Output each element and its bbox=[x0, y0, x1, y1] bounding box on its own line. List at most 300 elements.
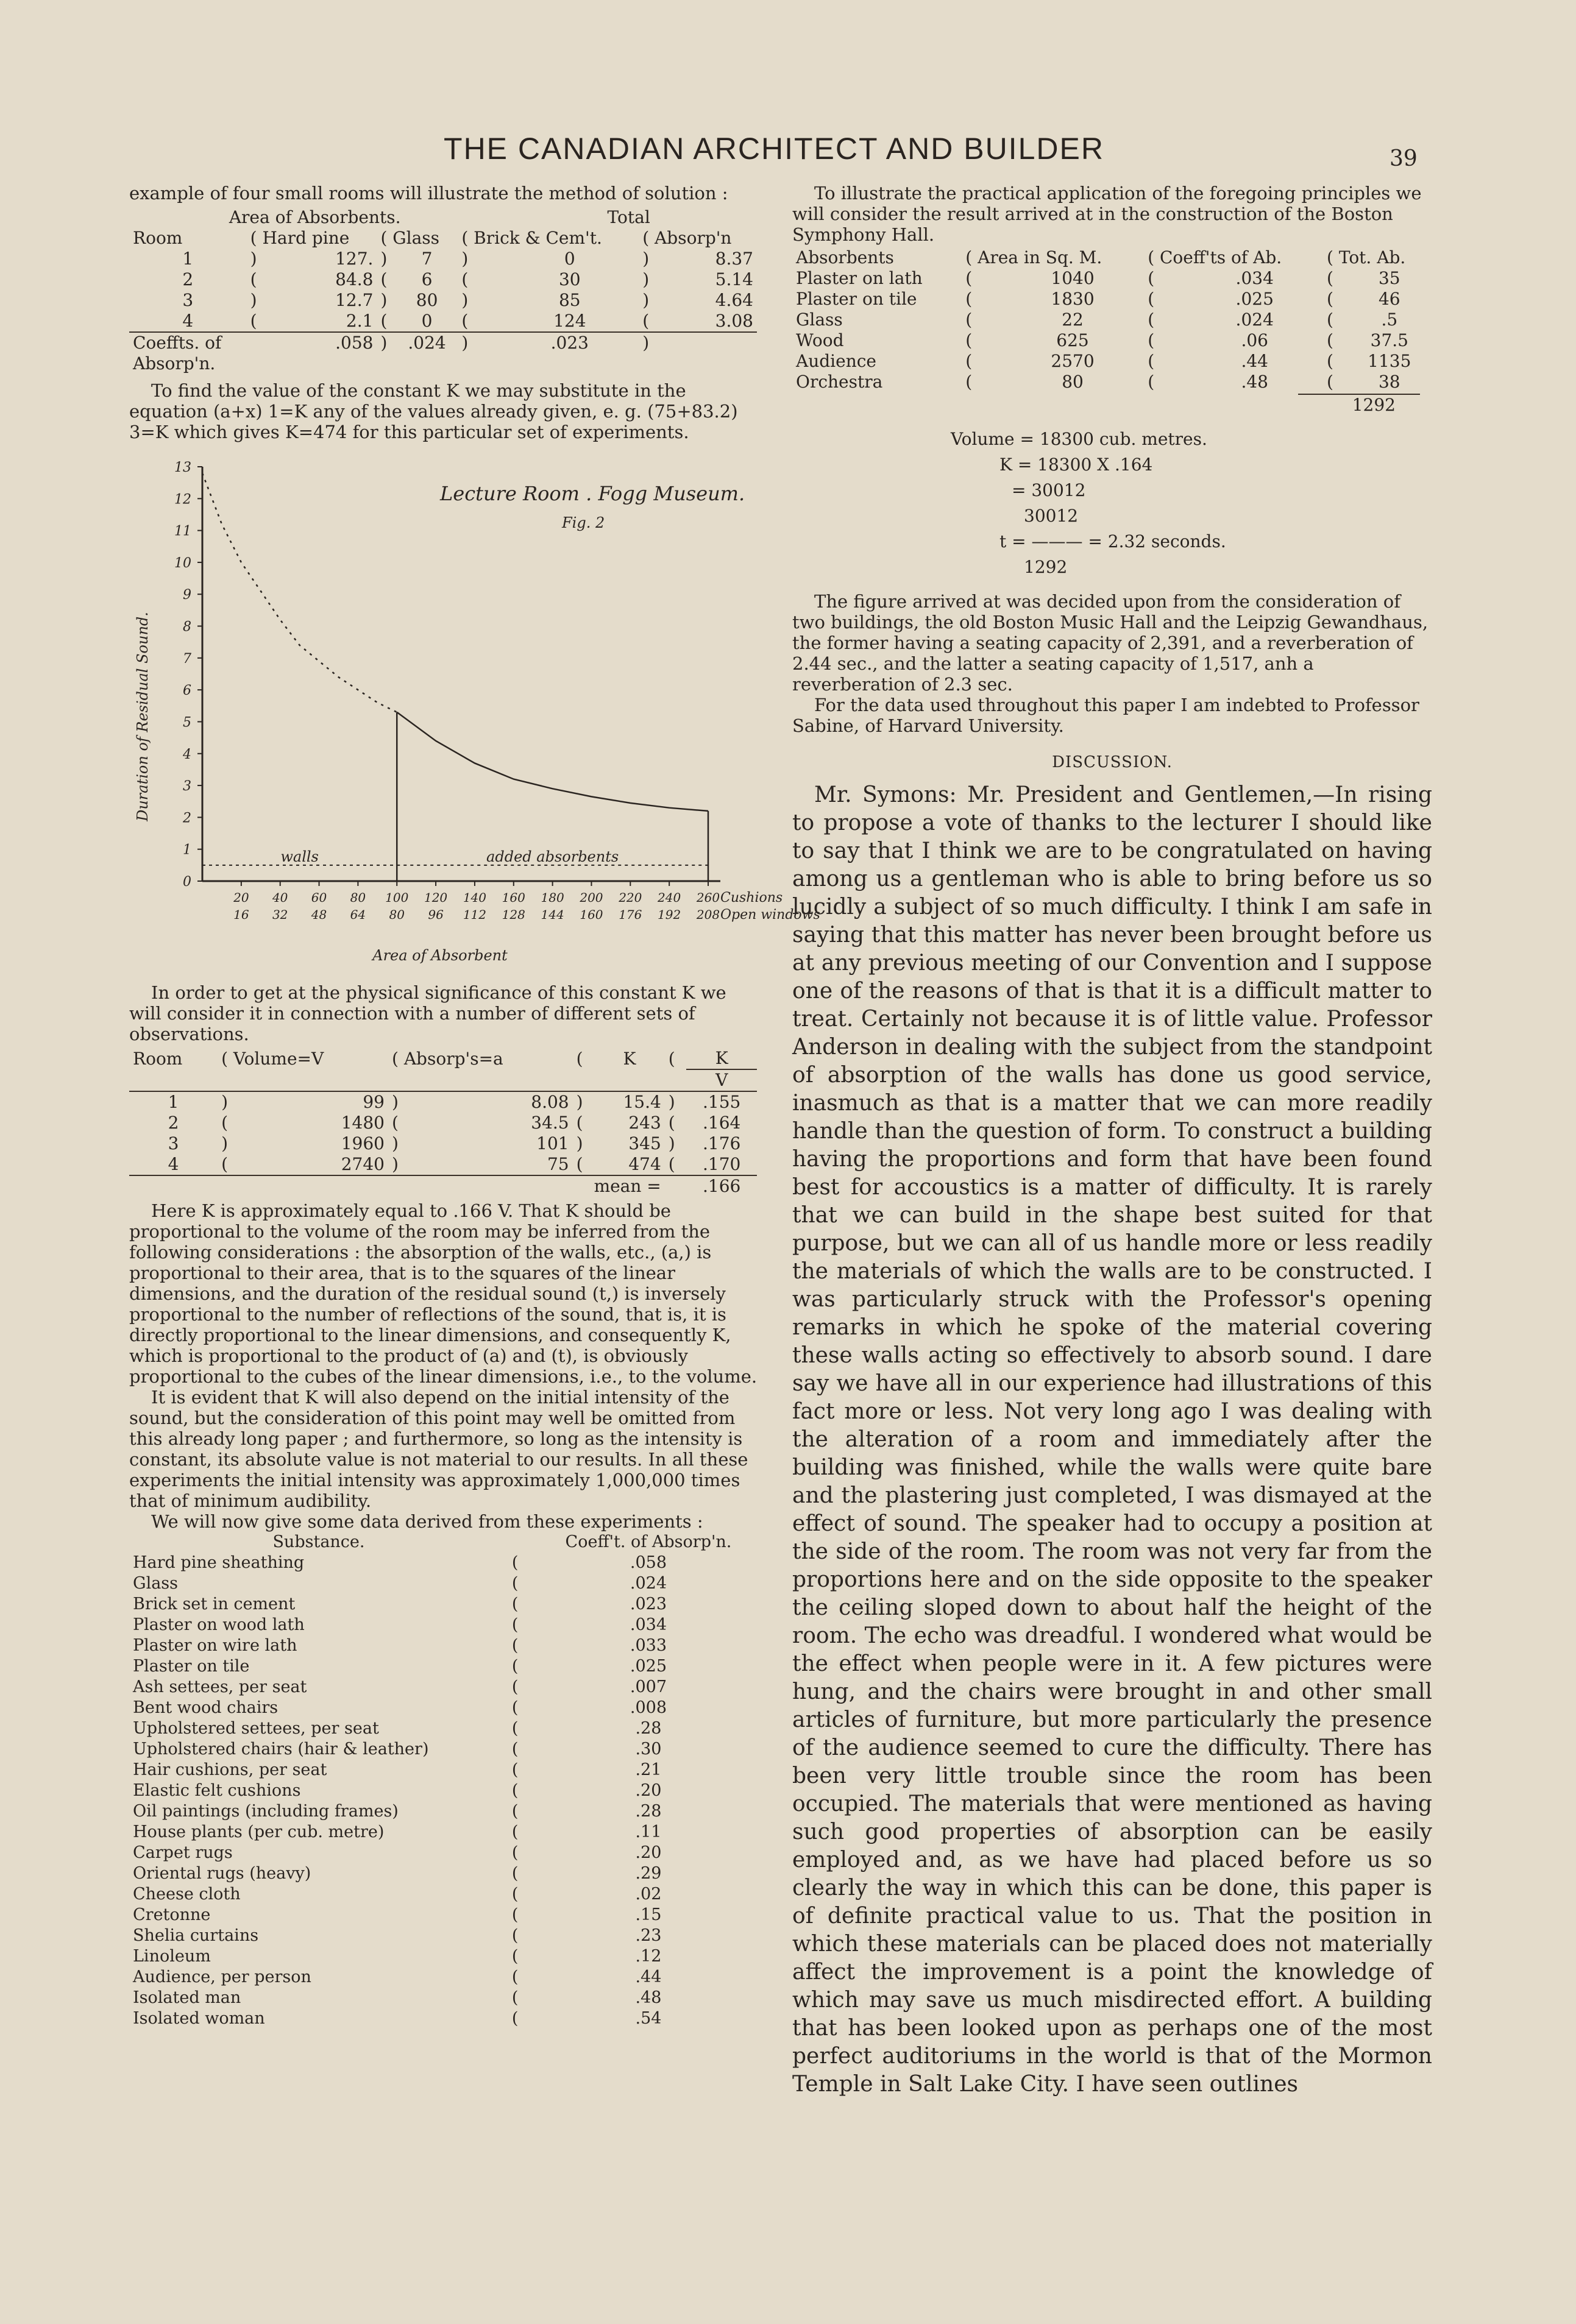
calculation bbox=[792, 427, 1432, 580]
substance-name: Plaster on wire lath bbox=[133, 1636, 297, 1655]
table-row bbox=[129, 1967, 757, 1988]
y-tick-label: 1 bbox=[183, 842, 191, 858]
cell: ( bbox=[1148, 289, 1155, 309]
substance-name: Hard pine sheathing bbox=[133, 1553, 305, 1572]
table-row bbox=[792, 372, 1432, 392]
cell: 4 bbox=[129, 1154, 218, 1175]
right-intro: To illustrate the practical application of the foregoing principles we will consider the result arrived at in the construction of the Boston Symphony Hall. bbox=[792, 183, 1422, 245]
cell: ( bbox=[965, 289, 973, 309]
y-tick-label: 10 bbox=[174, 555, 191, 571]
k-head-k: K bbox=[623, 1048, 636, 1069]
leader: ( bbox=[511, 1885, 519, 1904]
substance-name: Glass bbox=[133, 1574, 179, 1593]
leader: ( bbox=[511, 1843, 519, 1862]
y-tick-label: 5 bbox=[183, 715, 191, 731]
discussion-text: Mr. Symons: Mr. President and Gentlemen,—In rising to propose a vote of thanks to the lecturer I should like to say that I think we are to be congratulated on having among us a gentleman who is able to bring before us so lucidly a subject of so much difficulty. I think I am safe in saying that this matter has never been brought before us at any previous meeting of our Convention and I suppose one of the reasons of that is that it is a difficult matter to treat. Certainly not because it is of little value. Professor Anderson in dealing with the subject from the standpoint of absorption of the walls has done us good service, inasmuch as that is a matter that we can more readily handle than the question of form. To construct a building having the proportions and form that have been found best for accoustics is a matter of difficulty. It is rarely that we can build in the shape best suited for that purpose, but we can all of us handle more or less readily the materials of which the walls are to be constructed. I was particularly struck with the Professor's opening remarks in which he spoke of the material covering these walls acting so effectively to absorb sound. I dare say we have all in our experience had illustrations of this fact more or less. Not very long ago I was dealing with the alteration of a room and immediately after the building was finished, while the walls were quite bare and the plastering just completed, I was dismayed at the effect of sound. The speaker had to occupy a position at the side of the room. The room was not very far from the proportions here and on the side opposite to the speaker the ceiling sloped down to about half the height of the room. The echo was dreadful. I wondered what would be the effect when people were in it. A few pictures were hung, and the chairs were brought in and other small articles of furniture, but more particularly the presence of the audience seemed to cure the difficulty. There has been very little trouble since the room has been occupied. The materials that were mentioned as having such good properties of absorption can be easily employed and, as we have had placed before us so clearly the way in which this can be done, this paper is of definite practical value to us. That the position in which these materials can be placed does not materially affect the improvement is a point the knowledge of which may save us much misdirected effort. A building that has been looked upon as perhaps one of the most perfect auditoriums in the world is that of the Mormon Temple in Salt Lake City. I have seen outlines bbox=[792, 782, 1432, 2097]
substance-coeff: .025 bbox=[630, 1657, 667, 1676]
substance-coeff: .23 bbox=[635, 1926, 662, 1945]
y-tick-label: 7 bbox=[183, 651, 191, 667]
x-tick-label-top: 100 bbox=[385, 890, 409, 905]
cell: 101 bbox=[536, 1133, 569, 1153]
substance-name: Oil paintings (including frames) bbox=[133, 1802, 399, 1821]
substance-name: Bent wood chairs bbox=[133, 1698, 279, 1717]
cell: ( bbox=[380, 269, 388, 289]
left-para-4: It is evident that K will also depend on the initial intensity of the sound, but the consideration of this point may well be omitted from this already long paper ; and furthermore, so long as the intensity is constant, its absolute value is not material to our results. In all these experiments the initial intensity was approximately 1,000,000 times that of minimum audibility. bbox=[129, 1387, 748, 1511]
leader: ( bbox=[511, 1636, 519, 1655]
leader: ( bbox=[511, 1719, 519, 1738]
substance-name: Plaster on tile bbox=[133, 1657, 250, 1676]
x-tick-label-top: 180 bbox=[541, 890, 564, 905]
table-row bbox=[129, 249, 757, 269]
boston-rows bbox=[792, 268, 1432, 392]
table-row bbox=[129, 1113, 757, 1133]
left-para-3: Here K is approximately equal to .166 V. That K should be proportional to the volume of the room may be inferred from the following considerations : the absorption of the walls, etc., (a,) is proportional to their area, that is to the squares of the linear dimensions, and the duration of the residual sound (t,) is inversely proportional to the number of reflections of the sound, that is, it is directly proportional to the linear dimensions, and consequently K, which is proportional to the product of (a) and (t), is obviously proportional to the cubes of the linear dimensions, i.e., to the volume. bbox=[129, 1200, 758, 1387]
substance-coeff: .02 bbox=[635, 1885, 662, 1904]
cell: 1040 bbox=[1051, 268, 1095, 288]
boston-head-total: ( Tot. Ab. bbox=[1327, 247, 1406, 267]
cell: ) bbox=[250, 290, 257, 310]
x-tick-label-top: 80 bbox=[350, 890, 366, 905]
leader: ( bbox=[511, 1947, 519, 1966]
cell: ( bbox=[965, 268, 973, 288]
table-row bbox=[129, 1677, 757, 1698]
cell: 243 bbox=[628, 1113, 661, 1133]
leader: ( bbox=[511, 1760, 519, 1779]
table-row bbox=[129, 1154, 757, 1175]
substance-coeff: .033 bbox=[630, 1636, 667, 1655]
substance-name: Linoleum bbox=[133, 1947, 211, 1966]
cell: 625 bbox=[1056, 330, 1089, 350]
cell: 35 bbox=[1378, 268, 1400, 288]
substance-coeff: .30 bbox=[635, 1740, 662, 1759]
page-header: THE CANADIAN ARCHITECT AND BUILDER bbox=[444, 132, 1104, 166]
abs-head-total: ( Absorp'n bbox=[642, 228, 732, 248]
cell: 2740 bbox=[255, 1154, 388, 1175]
cell: 12.7 bbox=[335, 290, 374, 310]
abs-head-brick: ( Brick & Cem't. bbox=[461, 228, 602, 248]
added-label: added absorbents bbox=[486, 848, 619, 865]
table-row bbox=[792, 268, 1432, 289]
substance-coeff: .21 bbox=[635, 1760, 662, 1779]
substance-coeff: .48 bbox=[635, 1988, 662, 2007]
leader: ( bbox=[511, 1615, 519, 1634]
x-tick-label-bottom: 112 bbox=[463, 907, 487, 922]
cell: ( bbox=[1148, 310, 1155, 330]
substance-name: Ash settees, per seat bbox=[133, 1677, 307, 1696]
cell: Wood bbox=[796, 330, 844, 350]
right-para-1: The figure arrived at was decided upon from the consideration of two buildings, the old Boston Music Hall and the Leipzig Gewandhaus, the former having a seating capacity of 2,391, and a reverberation of 2.44 sec., and the latter a seating capacity of 1,517, anh a reverberation of 2.3 sec. bbox=[792, 591, 1429, 695]
cell: ) bbox=[221, 1092, 229, 1112]
cell: 0 bbox=[564, 249, 575, 269]
x-tick-label-top: 240 bbox=[658, 890, 681, 905]
cell: 2.1 bbox=[277, 311, 377, 332]
cell: 80 bbox=[1062, 372, 1084, 392]
substance-name: House plants (per cub. metre) bbox=[133, 1823, 385, 1841]
substance-name: Plaster on wood lath bbox=[133, 1615, 305, 1634]
page-number: 39 bbox=[1390, 146, 1418, 171]
cell: 6 bbox=[421, 269, 433, 289]
x-tick-label-bottom: 128 bbox=[502, 907, 525, 922]
table-row bbox=[129, 1801, 757, 1822]
cell: ( bbox=[1327, 351, 1333, 371]
abs-head-glass: ( Glass bbox=[380, 228, 440, 248]
substance-coeff: .28 bbox=[635, 1802, 662, 1821]
cell: 34.5 bbox=[531, 1113, 569, 1133]
substance-name: Audience, per person bbox=[133, 1968, 311, 1986]
x-tick-label-bottom: 176 bbox=[619, 907, 642, 922]
cell: Orchestra bbox=[796, 372, 883, 392]
table-row bbox=[129, 1656, 757, 1677]
cell: ) bbox=[642, 269, 650, 289]
substance-coeff: .058 bbox=[630, 1553, 667, 1572]
cell: 37.5 bbox=[1370, 330, 1408, 350]
cell: .5 bbox=[1381, 310, 1398, 330]
cell: ) bbox=[642, 249, 650, 269]
x-tick-label-top: 200 bbox=[580, 890, 603, 905]
leader: ( bbox=[511, 1781, 519, 1800]
cell: ( bbox=[1148, 351, 1155, 371]
cell: .44 bbox=[1241, 351, 1268, 371]
cell: ( bbox=[1148, 268, 1155, 288]
substance-coeff: .008 bbox=[630, 1698, 667, 1717]
cell: ) bbox=[576, 1133, 583, 1153]
calc-line: 30012 bbox=[1024, 506, 1079, 526]
substance-coeff: .11 bbox=[635, 1823, 662, 1841]
substance-coeff: .29 bbox=[635, 1864, 662, 1883]
substance-head: Substance. bbox=[272, 1532, 365, 1551]
leader: ( bbox=[511, 2009, 519, 2028]
cell: ) bbox=[642, 290, 650, 310]
k-head-k-over-v: K bbox=[686, 1048, 757, 1069]
cell: 80 bbox=[416, 290, 438, 310]
x-tick-label-bottom: 32 bbox=[272, 907, 288, 922]
cell: .164 bbox=[703, 1113, 741, 1133]
cell: .024 bbox=[1235, 310, 1274, 330]
cell: 84.8 bbox=[335, 269, 374, 289]
left-para-1: To find the value of the constant K we may substitute in the equation (a+x) 1=K any of the values already given, e. g. (75+83.2) 3=K which gives K=474 for this particular set of experiments. bbox=[129, 380, 738, 442]
x-tick-label-top: 140 bbox=[463, 890, 487, 905]
boston-total: 1292 bbox=[1352, 395, 1396, 415]
leader: ( bbox=[511, 1905, 519, 1924]
x-tick-label-bottom: 192 bbox=[658, 907, 681, 922]
cell: ) bbox=[392, 1133, 399, 1153]
cell: 0 bbox=[396, 311, 458, 332]
cell: 3.08 bbox=[667, 311, 757, 332]
substance-coeff: .54 bbox=[635, 2009, 662, 2028]
substance-table bbox=[129, 1532, 757, 2029]
abs-head-room: Room bbox=[133, 228, 183, 248]
substance-name: Isolated woman bbox=[133, 2009, 265, 2028]
cell: 4.64 bbox=[715, 290, 753, 310]
table-row bbox=[129, 311, 757, 332]
cell: 1830 bbox=[1051, 289, 1095, 309]
cell: 1 bbox=[168, 1092, 179, 1112]
table-row bbox=[129, 1133, 757, 1154]
cell: ( bbox=[965, 330, 973, 350]
cell: ) bbox=[380, 333, 388, 353]
leader: ( bbox=[511, 1677, 519, 1696]
cell: ( bbox=[1327, 330, 1333, 350]
right-para-2: For the data used throughout this paper I am indebted to Professor Sabine, of Harvard University. bbox=[792, 695, 1419, 736]
abs-head-pine: ( Hard pine bbox=[250, 228, 350, 248]
k-head-volume: ( Volume=V bbox=[221, 1048, 324, 1069]
substance-name: Isolated man bbox=[133, 1988, 241, 2007]
substance-coeff: .007 bbox=[630, 1677, 667, 1696]
substance-name: Cheese cloth bbox=[133, 1885, 241, 1904]
cell: ( bbox=[668, 1113, 675, 1133]
x-tick-label-bottom: 16 bbox=[233, 907, 249, 922]
leader: ( bbox=[511, 1802, 519, 1821]
absorbents-total-head: Total bbox=[607, 207, 650, 227]
mean-label: mean = bbox=[594, 1176, 661, 1196]
cell: 127. bbox=[335, 249, 374, 269]
y-tick-label: 3 bbox=[183, 779, 191, 795]
cell: .024 bbox=[408, 333, 446, 353]
leader: ( bbox=[511, 1574, 519, 1593]
x-tick-label-bottom: 80 bbox=[389, 907, 405, 922]
left-intro: example of four small rooms will illustrate the method of solution : bbox=[129, 183, 728, 204]
coeff-label: Coeffts. of bbox=[133, 333, 222, 353]
x-tick-label-bottom: 64 bbox=[350, 907, 366, 922]
boston-head-coeff: ( Coeff'ts of Ab. bbox=[1148, 247, 1282, 267]
absorbents-table-title: Area of Absorbents. bbox=[229, 207, 401, 227]
table-row bbox=[129, 1946, 757, 1967]
k-head-v: V bbox=[686, 1069, 757, 1091]
cell: 124 bbox=[500, 311, 639, 332]
x-tick-label-top: 220 bbox=[619, 890, 642, 905]
y-tick-label: 6 bbox=[183, 683, 191, 699]
discussion-heading: DISCUSSION. bbox=[1052, 753, 1173, 771]
substance-coeff: .034 bbox=[630, 1615, 667, 1634]
cell: 1960 bbox=[341, 1133, 385, 1153]
right-column bbox=[792, 183, 1432, 2099]
cell: ( bbox=[1327, 289, 1333, 309]
cell: ( bbox=[576, 1113, 583, 1133]
leader: ( bbox=[511, 1864, 519, 1883]
cell: ( bbox=[1327, 310, 1333, 330]
cell: 30 bbox=[558, 269, 581, 289]
calc-line: Volume = 18300 cub. metres. bbox=[951, 429, 1207, 449]
cell: ) bbox=[668, 1133, 675, 1153]
table-row bbox=[129, 1091, 757, 1113]
x-tick-label-bottom: 96 bbox=[428, 907, 444, 922]
x-tick-label-bottom: 160 bbox=[580, 907, 603, 922]
leader: ( bbox=[511, 1595, 519, 1614]
cell: .06 bbox=[1241, 330, 1268, 350]
x-tick-label-top: 40 bbox=[272, 890, 288, 905]
cell: Plaster on lath bbox=[796, 268, 923, 288]
cell: 5.14 bbox=[715, 269, 753, 289]
cell: 46 bbox=[1378, 289, 1400, 309]
absorbents-table bbox=[129, 207, 757, 374]
x-tick-label-bottom: 144 bbox=[541, 907, 564, 922]
mean-value: .166 bbox=[703, 1176, 741, 1196]
cell: ) bbox=[221, 1133, 229, 1153]
series-line-1 bbox=[397, 712, 708, 811]
cell: ) bbox=[388, 1154, 431, 1175]
table-row bbox=[129, 269, 757, 290]
leader: ( bbox=[511, 1823, 519, 1841]
substance-coeff: .28 bbox=[635, 1719, 662, 1738]
cell: ) bbox=[668, 1092, 675, 1112]
calc-line: 1292 bbox=[1024, 557, 1068, 577]
cell: 8.37 bbox=[715, 249, 753, 269]
cell: 3 bbox=[182, 290, 194, 310]
table-row bbox=[129, 1594, 757, 1615]
cell: ( bbox=[576, 1048, 583, 1069]
cell: 22 bbox=[1062, 310, 1084, 330]
y-tick-label: 8 bbox=[183, 619, 191, 635]
cell: ) bbox=[642, 333, 650, 353]
table-row bbox=[792, 330, 1432, 351]
substance-coeff: .44 bbox=[635, 1968, 662, 1986]
table-row bbox=[129, 1988, 757, 2008]
cell: ) bbox=[250, 249, 257, 269]
x-top-series-label: Cushions bbox=[720, 890, 783, 905]
cell: 7 bbox=[421, 249, 433, 269]
table-row bbox=[129, 1884, 757, 1905]
cell: .034 bbox=[1235, 268, 1274, 288]
table-row bbox=[129, 1635, 757, 1656]
table-row bbox=[129, 1822, 757, 1843]
cell: 15.4 bbox=[623, 1092, 661, 1112]
x-tick-label-top: 120 bbox=[424, 890, 448, 905]
left-para-2: In order to get at the physical significance of this constant K we will consider it in connection with a number of different sets of observations. bbox=[129, 982, 726, 1044]
x-axis-label: Area of Absorbent bbox=[372, 947, 508, 964]
cell: ) bbox=[461, 249, 469, 269]
cell: .170 bbox=[686, 1154, 757, 1175]
substance-rows bbox=[129, 1553, 757, 2029]
x-tick-label-top: 160 bbox=[502, 890, 525, 905]
cell: 474 bbox=[594, 1154, 665, 1175]
chart-title: Lecture Room . Fogg Museum. bbox=[440, 482, 745, 505]
substance-coeff: .20 bbox=[635, 1843, 662, 1862]
substance-name: Cretonne bbox=[133, 1905, 211, 1924]
boston-table bbox=[792, 247, 1432, 392]
table-row bbox=[129, 1925, 757, 1946]
calc-line: t = ——— = 2.32 seconds. bbox=[999, 531, 1226, 551]
calc-line: = 30012 bbox=[1012, 480, 1086, 500]
cell: 3 bbox=[168, 1133, 179, 1153]
chart-fig-label: Fig. 2 bbox=[562, 514, 605, 531]
cell: ( bbox=[573, 1154, 595, 1175]
table-row bbox=[129, 1760, 757, 1780]
substance-name: Hair cushions, per seat bbox=[133, 1760, 327, 1779]
walls-label: walls bbox=[280, 848, 319, 865]
cell: ( bbox=[247, 311, 277, 332]
substance-name: Upholstered settees, per seat bbox=[133, 1719, 379, 1738]
table-row bbox=[129, 1698, 757, 1718]
cell: 1135 bbox=[1368, 351, 1411, 371]
chart-svg bbox=[123, 455, 820, 979]
x-tick-label-top: 260 bbox=[696, 890, 720, 905]
cell: ) bbox=[576, 1092, 583, 1112]
x-tick-label-bottom: 208 bbox=[696, 907, 720, 922]
cell: 345 bbox=[628, 1133, 661, 1153]
table-row bbox=[792, 310, 1432, 330]
cell: ( bbox=[965, 372, 973, 392]
table-row bbox=[129, 1843, 757, 1863]
cell: 1 bbox=[182, 249, 194, 269]
cell: Audience bbox=[796, 351, 876, 371]
substance-coeff: .023 bbox=[630, 1595, 667, 1614]
leader: ( bbox=[511, 1698, 519, 1717]
cell: ) bbox=[380, 290, 388, 310]
coeff-head: Coeff't. of Absorp'n. bbox=[565, 1532, 732, 1551]
cell: 85 bbox=[558, 290, 581, 310]
cell: 2 bbox=[182, 269, 194, 289]
boston-head-area: ( Area in Sq. M. bbox=[965, 247, 1102, 267]
substance-coeff: .20 bbox=[635, 1781, 662, 1800]
cell: ( bbox=[965, 351, 973, 371]
leader: ( bbox=[511, 1553, 519, 1572]
cell: .025 bbox=[1235, 289, 1274, 309]
y-tick-label: 4 bbox=[183, 746, 191, 762]
cell: ( bbox=[458, 311, 500, 332]
cell: ) bbox=[461, 333, 469, 353]
leader: ( bbox=[511, 1740, 519, 1759]
table-row bbox=[129, 1780, 757, 1801]
cell: ( bbox=[965, 310, 973, 330]
cell: .058 bbox=[335, 333, 374, 353]
table-row bbox=[792, 351, 1432, 372]
boston-head-absorbents: Absorbents bbox=[796, 247, 894, 267]
x-tick-label-top: 20 bbox=[233, 890, 249, 905]
table-row bbox=[129, 1905, 757, 1925]
cell: .48 bbox=[1241, 372, 1268, 392]
cell: 4 bbox=[129, 311, 247, 332]
cell: 75 bbox=[431, 1154, 572, 1175]
cell: ( bbox=[1148, 372, 1155, 392]
table-row bbox=[129, 1573, 757, 1594]
table-row bbox=[129, 1718, 757, 1739]
cell: 2 bbox=[168, 1113, 179, 1133]
substance-coeff: .15 bbox=[635, 1905, 662, 1924]
cell: .155 bbox=[703, 1092, 741, 1112]
substance-name: Shelia curtains bbox=[133, 1926, 259, 1945]
cell: 38 bbox=[1378, 372, 1400, 392]
cell: ( bbox=[392, 1113, 399, 1133]
cell: Plaster on tile bbox=[796, 289, 917, 309]
y-tick-label: 11 bbox=[174, 523, 191, 539]
cell: ( bbox=[665, 1154, 687, 1175]
y-tick-label: 12 bbox=[174, 492, 191, 508]
coeff-row bbox=[129, 332, 757, 353]
cell: .023 bbox=[550, 333, 589, 353]
calc-line: K = 18300 X .164 bbox=[999, 455, 1153, 475]
y-tick-label: 2 bbox=[183, 810, 191, 826]
coeff-label-2: Absorp'n. bbox=[133, 353, 216, 374]
left-para-5: We will now give some data derived from these experiments : bbox=[151, 1511, 703, 1532]
series-line-0 bbox=[202, 473, 397, 712]
cell: ) bbox=[392, 1092, 399, 1112]
cell: 1480 bbox=[341, 1113, 385, 1133]
cell: ( bbox=[668, 1048, 675, 1069]
x-bottom-series-label: Open windows bbox=[720, 907, 820, 923]
table-row bbox=[129, 1615, 757, 1635]
substance-name: Carpet rugs bbox=[133, 1843, 233, 1862]
cell: ( bbox=[218, 1154, 254, 1175]
k-head-room: Room bbox=[133, 1048, 183, 1069]
cell: 2570 bbox=[1051, 351, 1095, 371]
cell: ( bbox=[221, 1113, 229, 1133]
k-head-absorp: ( Absorp's=a bbox=[392, 1048, 503, 1069]
cell: ) bbox=[461, 290, 469, 310]
cell: ( bbox=[377, 311, 396, 332]
leader: ( bbox=[511, 1988, 519, 2007]
left-column bbox=[129, 183, 820, 2029]
figure-2 bbox=[123, 455, 820, 979]
